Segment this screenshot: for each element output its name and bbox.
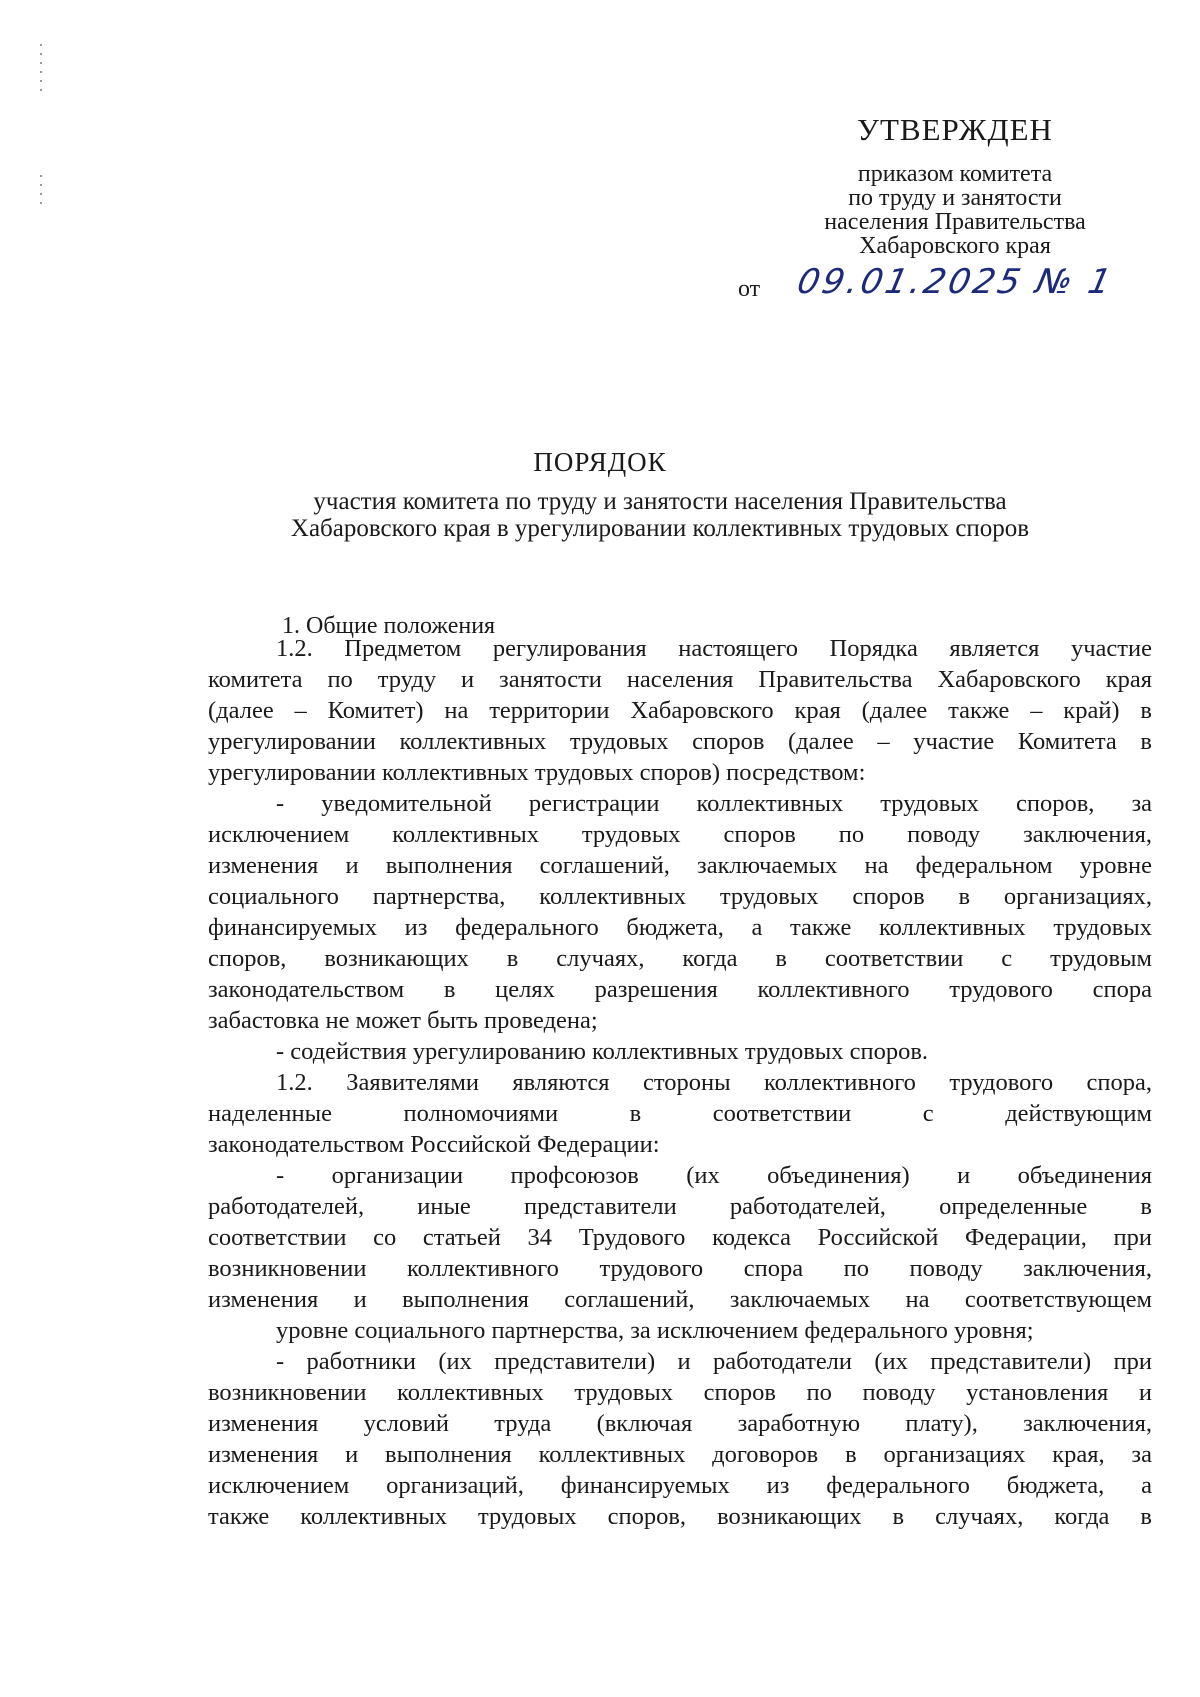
title-main: ПОРЯДОК — [533, 447, 667, 477]
subtitle-line: участия комитета по труду и занятости населения Правительства — [313, 488, 1007, 515]
body-line: 1.2. Предметом регулирования настоящего Порядка является участие — [276, 635, 1152, 662]
body-line: изменения и выполнения соглашений, заключаемых на федеральном уровне — [208, 852, 1152, 879]
body-line: комитета по труду и занятости населения Правительства Хабаровского края — [208, 666, 1152, 693]
body-line: изменения и выполнения коллективных договоров в организациях края, за — [208, 1441, 1152, 1468]
body-line: урегулировании коллективных трудовых споров) посредством: — [208, 759, 866, 786]
body-line: законодательством в целях разрешения коллективного трудового спора — [208, 976, 1152, 1003]
body-line: финансируемых из федерального бюджета, а также коллективных трудовых — [208, 914, 1152, 941]
margin-scan-marks — [40, 175, 42, 211]
approval-line: Хабаровского края — [859, 233, 1051, 259]
body-line: - работники (их представители) и работодатели (их представители) при — [276, 1348, 1152, 1375]
body-line: 1.2. Заявителями являются стороны коллективного трудового спора, — [276, 1069, 1152, 1096]
body-line: изменения и выполнения соглашений, заключаемых на соответствующем — [208, 1286, 1152, 1313]
body-line: урегулировании коллективных трудовых споров (далее – участие Комитета в — [208, 728, 1152, 755]
body-line: исключением коллективных трудовых споров по поводу заключения, — [208, 821, 1152, 848]
body-line: работодателей, иные представители работодателей, определенные в — [208, 1193, 1152, 1220]
date-prefix: от — [738, 276, 761, 302]
body-line: возникновении коллективного трудового спора по поводу заключения, — [208, 1255, 1152, 1282]
body-line: наделенные полномочиями в соответствии с действующим — [208, 1100, 1152, 1127]
approval-stamp-block — [780, 112, 1130, 258]
body-line: социального партнерства, коллективных трудовых споров в организациях, — [208, 883, 1152, 910]
approval-date — [738, 262, 1138, 312]
approval-line: населения Правительства — [824, 209, 1086, 235]
section-heading: 1. Общие положения — [282, 613, 496, 639]
approval-title: УТВЕРЖДЕН — [857, 112, 1053, 147]
body-line: соответствии со статьей 34 Трудового кодекса Российской Федерации, при — [208, 1224, 1152, 1251]
body-line: споров, возникающих в случаях, когда в соответствии с трудовым — [208, 945, 1152, 972]
body-line: - уведомительной регистрации коллективных трудовых споров, за — [276, 790, 1152, 817]
approval-line: приказом комитета — [857, 161, 1053, 187]
title-subtitle — [60, 488, 1200, 542]
body-line: (далее – Комитет) на территории Хабаровского края (далее также – край) в — [208, 697, 1152, 724]
body-line: исключением организаций, финансируемых из федерального бюджета, а — [208, 1472, 1152, 1499]
body-line: законодательством Российской Федерации: — [208, 1131, 660, 1158]
margin-scan-marks — [40, 44, 42, 98]
handwritten-date: 09.01.2025 № 1 — [793, 262, 1118, 302]
body-line: уровне социального партнерства, за исключением федерального уровня; — [276, 1317, 1034, 1344]
body-line: изменения условий труда (включая заработную плату), заключения, — [208, 1410, 1152, 1437]
body-line: также коллективных трудовых споров, возникающих в случаях, когда в — [208, 1503, 1152, 1530]
body-line: - содействия урегулированию коллективных трудовых споров. — [276, 1038, 929, 1065]
body-line: возникновении коллективных трудовых споров по поводу установления и — [208, 1379, 1152, 1406]
subtitle-line: Хабаровского края в урегулировании коллективных трудовых споров — [290, 515, 1030, 542]
body-line: - организации профсоюзов (их объединения) и объединения — [276, 1162, 1152, 1189]
body-line: забастовка не может быть проведена; — [208, 1007, 598, 1034]
approval-line: по труду и занятости — [848, 185, 1062, 211]
